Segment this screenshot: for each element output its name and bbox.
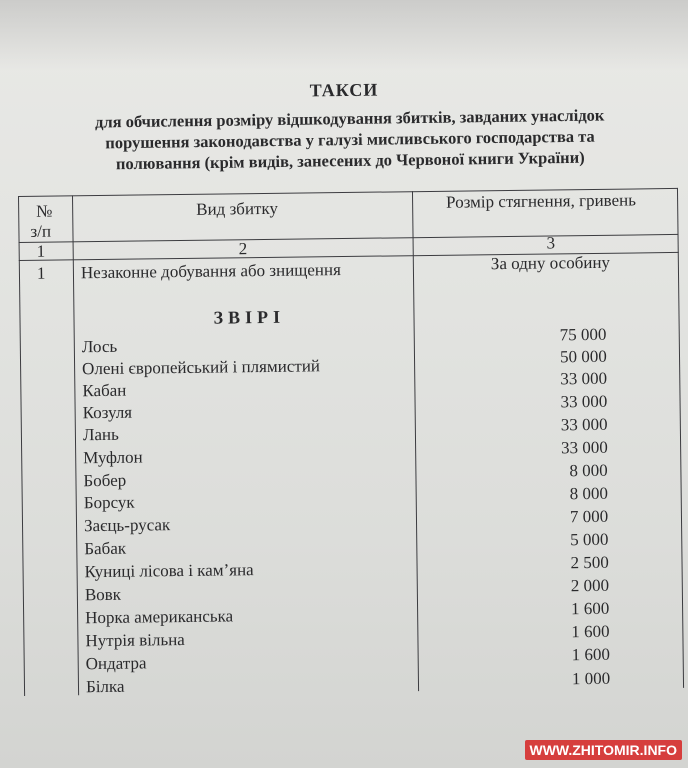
document-subtitle: [40, 104, 661, 176]
page-shadow: [0, 0, 688, 70]
header-number-sub: з/п: [30, 221, 52, 241]
item-name: Лось: [81, 336, 118, 357]
document-title: ТАКСИ: [309, 79, 379, 101]
item-amount: 33 000: [560, 414, 608, 435]
table-rule-col1: [72, 195, 79, 695]
item-name: Вовк: [84, 584, 122, 605]
header-damage-type: Вид збитку: [196, 198, 279, 219]
item-amount: 2 500: [570, 552, 609, 573]
item-amount: 2 000: [570, 575, 610, 596]
item-name: Куниці лісова і кам’яна: [84, 560, 254, 582]
item-amount: 8 000: [569, 483, 609, 504]
item-name: Ондатра: [85, 653, 147, 674]
item-amount: 33 000: [560, 368, 608, 389]
site-watermark: WWW.ZHITOMIR.INFO: [525, 740, 683, 760]
column-number-1: 1: [36, 241, 46, 261]
item-amount: 1 600: [571, 621, 610, 642]
item-name: Борсук: [83, 492, 135, 513]
table-rule-right: [677, 188, 684, 688]
item-name: Козуля: [82, 402, 133, 423]
row-unit: За одну особину: [490, 252, 611, 274]
item-name: Заєць-русак: [83, 515, 171, 536]
row-number: 1: [36, 263, 46, 283]
item-amount: 75 000: [559, 324, 607, 345]
subtitle-line: для обчислення розміру відшкодування збитків, завданих унаслідок: [94, 105, 605, 132]
item-amount: 1 600: [570, 598, 610, 619]
table-rule-header: [19, 234, 679, 243]
header-penalty: Розмір стягнення, гривень: [445, 190, 637, 212]
item-name: Бобер: [83, 470, 127, 491]
subtitle-line: порушення законодавства у галузі мисливського господарства та: [105, 126, 595, 153]
item-name: Бабак: [84, 538, 127, 559]
item-name: Лань: [82, 424, 119, 445]
column-number-3: 3: [546, 233, 556, 253]
item-name: Муфлон: [83, 447, 143, 468]
header-number: №: [36, 201, 53, 221]
subtitle-line: полювання (крім видів, занесених до Червоної книги України): [115, 147, 585, 174]
row-description: Незаконне добування або знищення: [80, 260, 341, 283]
item-amount: 50 000: [559, 346, 607, 367]
item-name: Нутрія вільна: [85, 629, 185, 651]
item-amount: 8 000: [569, 460, 608, 481]
item-name: Кабан: [82, 380, 127, 401]
table-rule-col2: [412, 191, 419, 691]
item-amount: 33 000: [561, 437, 608, 458]
item-amount: 1 600: [571, 644, 611, 665]
item-name: Олені європейський і плямистий: [81, 356, 321, 379]
item-name: Білка: [85, 676, 125, 697]
item-amount: 33 000: [560, 391, 608, 412]
column-number-2: 2: [238, 239, 248, 259]
damages-table: [18, 188, 685, 756]
table-rule-left: [18, 196, 25, 696]
item-name: Норка американська: [85, 606, 234, 628]
item-amount: 5 000: [570, 529, 609, 550]
item-amount: 1 000: [571, 668, 611, 689]
section-heading: ЗВІРІ: [213, 306, 286, 328]
item-amount: 7 000: [569, 506, 609, 527]
